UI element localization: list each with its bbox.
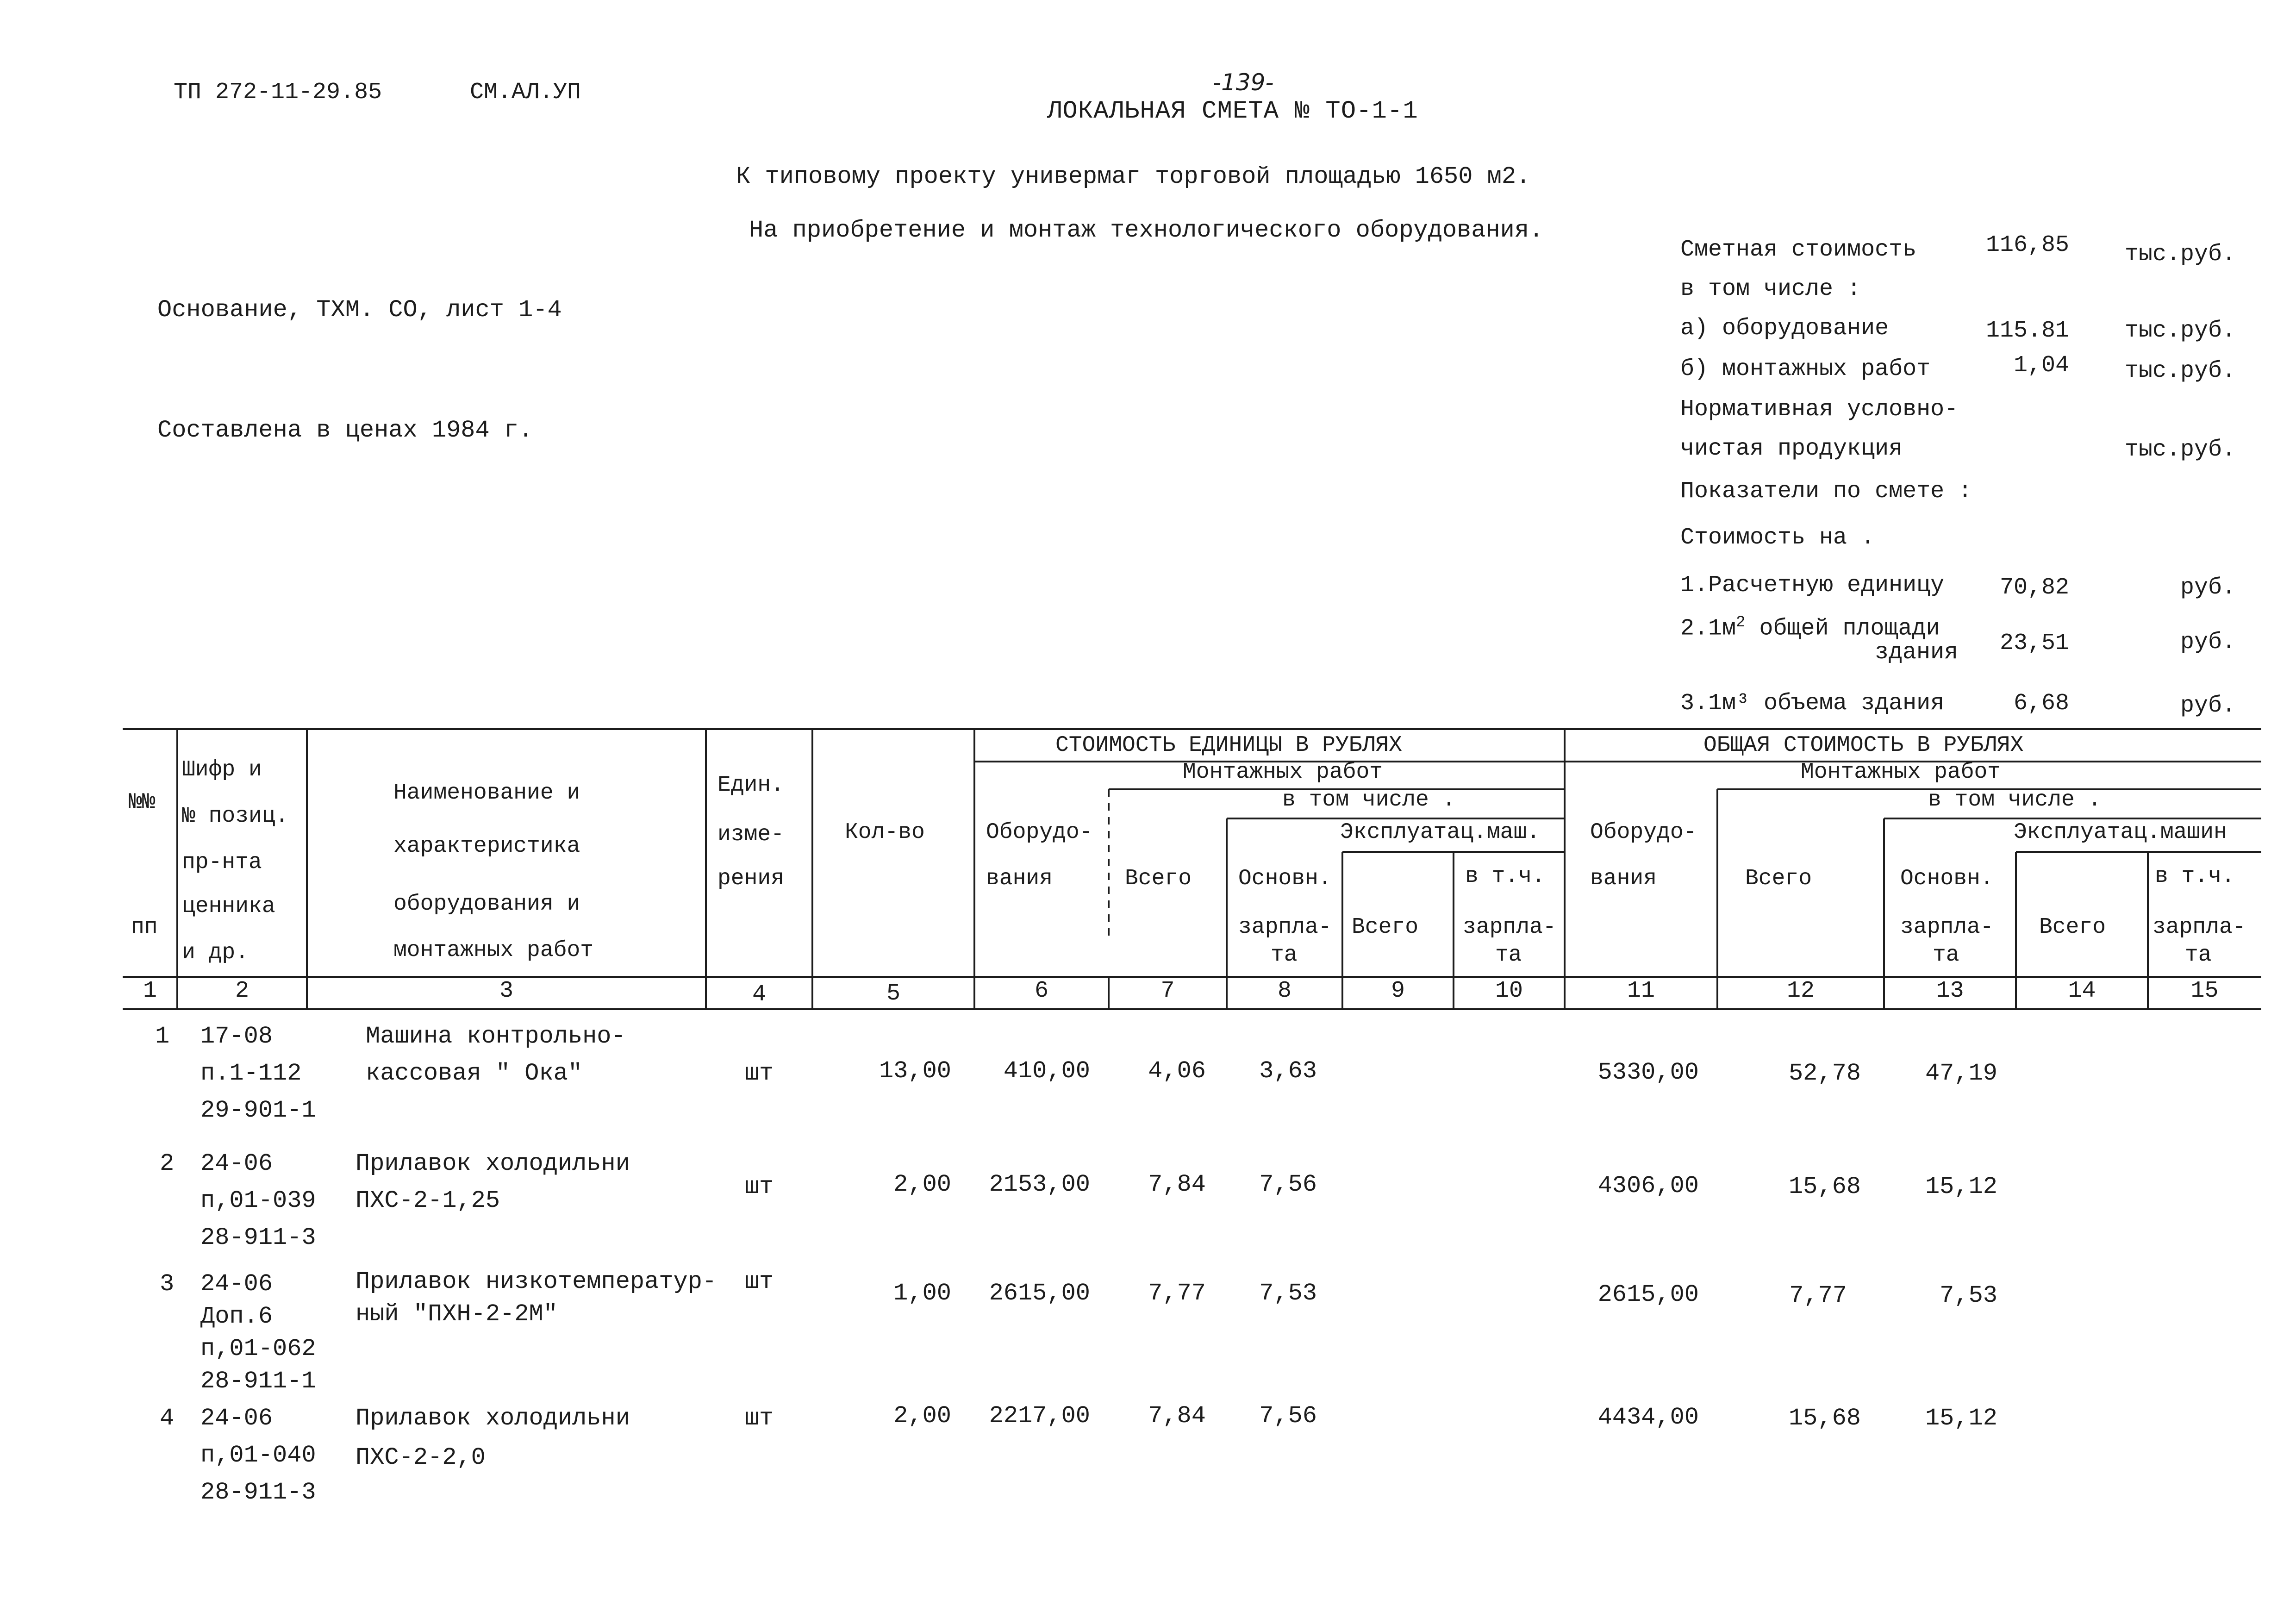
row-code-line: 28-911-1	[200, 1368, 316, 1395]
row-mount-total-sum: 52,78	[1788, 1060, 1861, 1087]
row-wage-sum: 7,53	[1940, 1282, 1997, 1309]
row-unit: шт	[744, 1268, 774, 1295]
row-name-line: ПХС-2-2,0	[356, 1444, 486, 1471]
row-code-line: 17-08	[200, 1023, 273, 1050]
row-code-line: п,01-039	[200, 1187, 316, 1214]
row-code-line: 24-06	[200, 1150, 273, 1177]
volume-cost-value: 6,68	[2013, 690, 2069, 717]
unit-cost-label: 1.Расчетную единицу	[1680, 572, 1945, 599]
row-code-line: 24-06	[200, 1405, 273, 1432]
column-number: 9	[1391, 978, 1405, 1004]
equipment-unit: тыс.руб.	[2124, 318, 2236, 344]
total-wage-header-1: Основн.	[1900, 866, 1994, 891]
row-name-line: кассовая " Ока"	[366, 1060, 583, 1087]
area-cost-label-2: здания	[1874, 639, 1958, 666]
row-equip-total: 5330,00	[1597, 1059, 1699, 1086]
column-number: 15	[2190, 978, 2219, 1004]
unit-equip-header-1: Оборудо-	[986, 820, 1093, 845]
basis-line: Основание, ТХМ. СО, лист 1-4	[157, 296, 562, 324]
estimated-cost-unit: тыс.руб.	[2124, 241, 2236, 268]
project-subtitle: К типовому проекту универмаг торговой площадью 1650 м2.	[736, 163, 1531, 190]
normative-label-1: Нормативная условно-	[1680, 396, 1959, 423]
row-qty: 13,00	[879, 1057, 951, 1085]
album-code: СМ.АЛ.УП	[470, 79, 581, 106]
column-number: 6	[1034, 978, 1048, 1004]
total-wage-header-3: та	[1933, 943, 1959, 968]
row-equip-unit: 2217,00	[989, 1402, 1090, 1430]
table-row-number: 3	[160, 1270, 175, 1298]
column-number: 2	[235, 978, 249, 1004]
unit-cost-value: 70,82	[1999, 575, 2069, 601]
unit-cost-group-header: СТОИМОСТЬ ЕДИНИЦЫ В РУБЛЯХ	[1055, 733, 1402, 758]
document-title: ЛОКАЛЬНАЯ СМЕТА № ТО-1-1	[1047, 97, 1418, 125]
row-wage: 3,63	[1259, 1057, 1317, 1085]
row-mount-total-sum: 15,68	[1788, 1173, 1861, 1200]
column-number: 7	[1160, 978, 1175, 1004]
table-row-number: 2	[160, 1150, 175, 1177]
unit-exploit-wage-header-3: та	[1495, 943, 1522, 968]
table-row-number: 4	[160, 1405, 175, 1432]
unit-total-header: Всего	[1125, 866, 1192, 891]
unit-equip-header-2: вания	[986, 866, 1053, 891]
row-code-line: Доп.6	[200, 1303, 273, 1330]
unit-exploit-total-header: Всего	[1352, 915, 1419, 940]
row-mount-total: 7,84	[1148, 1402, 1206, 1430]
total-exploit-header: Эксплуатац.машин	[2014, 820, 2227, 845]
row-equip-unit: 410,00	[1003, 1057, 1090, 1085]
area-cost-unit: руб.	[2180, 629, 2236, 656]
total-incl-header: в том числе .	[1928, 787, 2102, 812]
unit-wage-header-3: та	[1271, 943, 1298, 968]
row-equip-total: 4306,00	[1597, 1172, 1699, 1199]
total-mount-works-header: Монтажных работ	[1801, 760, 2001, 785]
normative-label-2: чистая продукция	[1680, 436, 1903, 462]
unit-wage-header-1: Основн.	[1238, 866, 1332, 891]
row-equip-unit: 2153,00	[989, 1171, 1090, 1198]
unit-exploit-header: Эксплуатац.маш.	[1340, 820, 1541, 845]
row-mount-total-sum: 7,77	[1789, 1282, 1847, 1309]
row-wage-sum: 15,12	[1925, 1173, 1997, 1200]
table-row-number: 1	[155, 1023, 170, 1050]
column-number: 14	[2068, 978, 2096, 1004]
col-code-header-3: пр-нта	[182, 850, 262, 875]
project-code: ТП 272-11-29.85	[174, 79, 382, 106]
col-code-header-5: и др.	[182, 940, 249, 965]
col-name-header-2: характеристика	[393, 834, 580, 859]
row-wage-sum: 47,19	[1925, 1060, 1997, 1087]
total-equip-header-1: Оборудо-	[1590, 820, 1697, 845]
col-name-header-1: Наименование и	[393, 781, 580, 806]
row-mount-total: 7,84	[1148, 1171, 1206, 1198]
total-wage-header-2: зарпла-	[1900, 915, 1994, 940]
col-name-header-4: монтажных работ	[393, 938, 594, 963]
unit-incl-header: в том числе .	[1282, 787, 1456, 812]
total-exploit-wage-header-2: зарпла-	[2152, 915, 2246, 940]
col-qty-header: Кол-во	[845, 820, 925, 845]
column-number: 5	[886, 981, 900, 1007]
column-number: 3	[499, 978, 513, 1004]
volume-cost-label: 3.1м³ объема здания	[1680, 690, 1945, 717]
indicators-label: Показатели по смете :	[1680, 478, 1972, 505]
column-number: 12	[1786, 978, 1815, 1004]
column-number: 1	[143, 978, 157, 1004]
column-number: 13	[1936, 978, 1964, 1004]
column-number: 11	[1627, 978, 1655, 1004]
prices-line: Составлена в ценах 1984 г.	[157, 417, 533, 444]
row-unit: шт	[744, 1173, 774, 1200]
row-name-line: Прилавок холодильни	[356, 1150, 630, 1177]
row-name-line: ПХС-2-1,25	[356, 1187, 500, 1214]
works-subtitle: На приобретение и монтаж технологического оборудования.	[749, 217, 1544, 244]
row-qty: 2,00	[893, 1402, 951, 1430]
unit-exploit-wage-header-2: зарпла-	[1463, 915, 1556, 940]
col-unit-header-1: Един.	[718, 773, 785, 798]
including-label: в том числе :	[1680, 276, 1861, 302]
col-no-header-2: пп	[131, 915, 158, 940]
row-code-line: 29-901-1	[200, 1097, 316, 1124]
row-name-line: Прилавок холодильни	[356, 1405, 630, 1432]
equipment-value: 115.81	[1985, 318, 2069, 344]
total-exploit-wage-header-3: та	[2185, 943, 2212, 968]
page-number: -139-	[1213, 69, 1274, 96]
row-name-line: Прилавок низкотемператур-	[356, 1268, 717, 1295]
row-equip-total: 4434,00	[1597, 1404, 1699, 1431]
row-code-line: п,01-040	[200, 1442, 316, 1469]
row-code-line: п,01-062	[200, 1335, 316, 1362]
col-unit-header-3: рения	[718, 866, 785, 891]
column-number: 8	[1277, 978, 1292, 1004]
col-code-header-2: № позиц.	[182, 804, 289, 829]
total-cost-group-header: ОБЩАЯ СТОИМОСТЬ В РУБЛЯХ	[1703, 733, 2024, 758]
row-wage: 7,56	[1259, 1171, 1317, 1198]
mounting-value: 1,04	[2013, 352, 2069, 379]
unit-wage-header-2: зарпла-	[1238, 915, 1332, 940]
mounting-unit: тыс.руб.	[2124, 358, 2236, 384]
row-code-line: 28-911-3	[200, 1224, 316, 1251]
row-mount-total: 7,77	[1148, 1280, 1206, 1307]
total-equip-header-2: вания	[1590, 866, 1657, 891]
col-no-header: №№	[129, 790, 156, 815]
row-qty: 2,00	[893, 1171, 951, 1198]
area-cost-suffix: общей площади	[1745, 615, 1940, 642]
row-name-line: Машина контрольно-	[366, 1023, 626, 1050]
cost-per-label: Стоимость на .	[1680, 525, 1875, 551]
row-equip-unit: 2615,00	[989, 1280, 1090, 1307]
unit-exploit-wage-header-1: в т.ч.	[1465, 864, 1545, 889]
col-unit-header-2: изме-	[718, 822, 785, 847]
total-exploit-wage-header-1: в т.ч.	[2155, 864, 2235, 889]
row-mount-total: 4,06	[1148, 1057, 1206, 1085]
volume-cost-unit: руб.	[2180, 693, 2236, 719]
row-code-line: 24-06	[200, 1270, 273, 1298]
unit-mount-works-header: Монтажных работ	[1183, 760, 1383, 785]
col-name-header-3: оборудования и	[393, 892, 580, 917]
row-wage: 7,53	[1259, 1280, 1317, 1307]
col-code-header-4: ценника	[182, 894, 275, 919]
total-exploit-total-header: Всего	[2039, 915, 2106, 940]
row-equip-total: 2615,00	[1597, 1281, 1699, 1308]
estimated-cost-value: 116,85	[1985, 232, 2069, 258]
col-code-header-1: Шифр и	[182, 757, 262, 782]
row-code-line: 28-911-3	[200, 1479, 316, 1506]
column-number: 10	[1495, 978, 1523, 1004]
row-name-line: ный "ПХН-2-2М"	[356, 1300, 558, 1328]
normative-unit: тыс.руб.	[2124, 437, 2236, 463]
area-cost-prefix: 2.1м	[1680, 615, 1736, 642]
area-cost-value: 23,51	[1999, 630, 2069, 656]
area-cost-sup: 2	[1736, 614, 1746, 631]
row-unit: шт	[744, 1060, 774, 1087]
row-wage-sum: 15,12	[1925, 1405, 1997, 1432]
row-code-line: п.1-112	[200, 1060, 302, 1087]
mounting-label: б) монтажных работ	[1680, 356, 1931, 382]
unit-cost-unit: руб.	[2180, 575, 2236, 601]
row-mount-total-sum: 15,68	[1788, 1405, 1861, 1432]
row-wage: 7,56	[1259, 1402, 1317, 1430]
equipment-label: а) оборудование	[1680, 315, 1889, 342]
row-unit: шт	[744, 1405, 774, 1432]
total-total-header: Всего	[1745, 866, 1812, 891]
estimated-cost-label: Сметная стоимость	[1680, 237, 1917, 263]
row-qty: 1,00	[893, 1280, 951, 1307]
column-number: 4	[752, 981, 766, 1008]
